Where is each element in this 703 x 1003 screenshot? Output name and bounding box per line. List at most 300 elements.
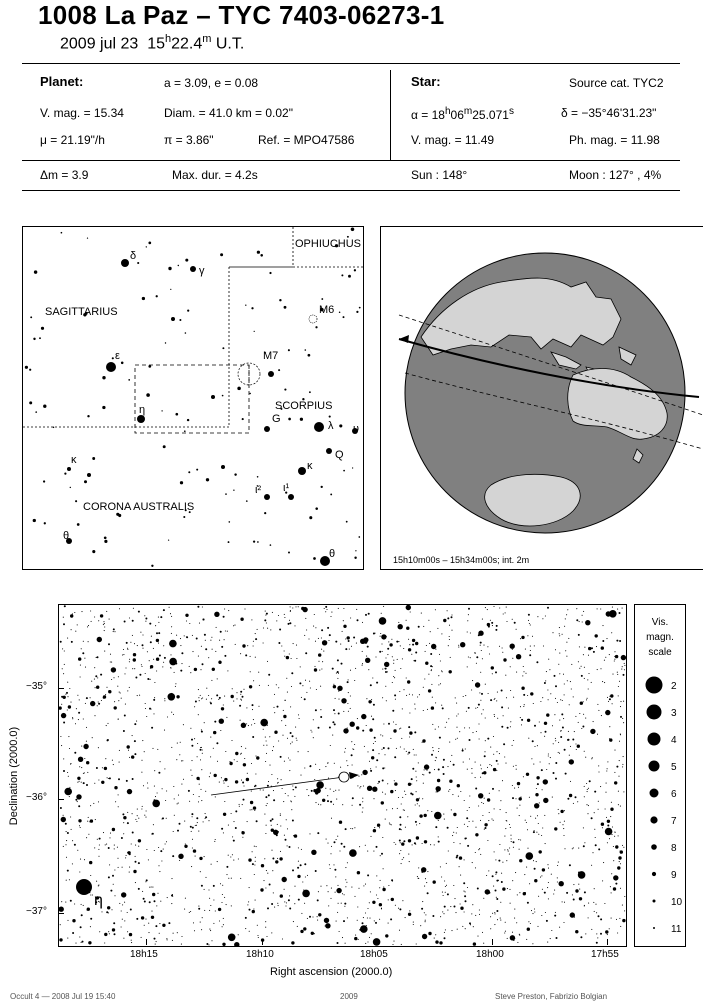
field-star (471, 689, 472, 690)
field-star (379, 887, 380, 888)
y-axis-title: Declination (2000.0) (8, 726, 20, 826)
field-star (430, 653, 432, 655)
field-star (524, 892, 526, 894)
field-star (284, 614, 285, 615)
field-star (365, 884, 366, 885)
field-star (122, 654, 123, 655)
field-star (363, 917, 364, 918)
field-star (580, 936, 582, 938)
field-star (98, 779, 99, 780)
field-star (364, 746, 365, 747)
field-star (499, 646, 500, 647)
field-star (275, 860, 278, 863)
field-star (367, 786, 372, 791)
field-star (576, 749, 577, 750)
field-star (292, 742, 293, 743)
field-star (482, 772, 484, 774)
field-star (606, 611, 611, 616)
field-star (199, 700, 200, 701)
field-star (438, 751, 439, 752)
field-star (543, 798, 548, 803)
field-star (554, 675, 556, 677)
field-star (296, 658, 297, 659)
field-star (231, 695, 234, 698)
field-star (200, 922, 201, 923)
field-star (127, 649, 128, 650)
label-ophiuchus: OPHIUCHUS (295, 238, 362, 250)
field-star (209, 898, 210, 899)
field-star (510, 835, 511, 836)
field-star (415, 708, 416, 709)
field-star (94, 616, 95, 617)
field-star (295, 727, 296, 728)
field-star (614, 781, 617, 784)
field-star (492, 788, 494, 790)
field-star (584, 796, 585, 797)
finder-star (354, 557, 356, 559)
field-star (573, 696, 574, 697)
field-star (127, 912, 128, 913)
m6-cluster-marker (309, 315, 317, 323)
magnitude-legend (634, 604, 686, 947)
field-star (131, 940, 132, 941)
field-star (458, 645, 459, 646)
field-star (444, 937, 446, 939)
field-star (79, 766, 80, 767)
field-star (548, 753, 549, 754)
field-star (199, 784, 200, 785)
field-star (479, 914, 480, 915)
field-star (343, 728, 348, 733)
field-star (465, 900, 467, 902)
field-star (376, 759, 378, 761)
field-star (536, 832, 537, 833)
field-star (250, 671, 251, 672)
field-star (499, 790, 500, 791)
field-star (294, 886, 295, 887)
field-star (538, 834, 539, 835)
field-star (359, 787, 360, 788)
finder-star (314, 422, 324, 432)
field-star (90, 894, 91, 895)
field-star (82, 941, 84, 943)
field-star (318, 661, 319, 662)
field-star (573, 803, 574, 804)
field-star (330, 801, 332, 803)
field-star (614, 750, 615, 751)
field-star (408, 752, 410, 754)
field-star (211, 637, 212, 638)
field-star (608, 821, 609, 822)
field-star (112, 828, 115, 831)
field-star (63, 623, 65, 625)
field-star (97, 656, 99, 658)
field-star (192, 635, 193, 636)
footer-left: Occult 4 — 2008 Jul 19 15:40 (10, 992, 116, 1001)
field-star (438, 841, 440, 843)
field-star (74, 903, 75, 904)
field-star (404, 810, 405, 811)
field-star (610, 816, 611, 817)
field-star (540, 732, 541, 733)
field-star (489, 793, 490, 794)
field-star (330, 853, 331, 854)
field-star (514, 909, 515, 910)
field-star (64, 650, 65, 651)
field-star (622, 919, 625, 922)
field-star (466, 817, 468, 819)
field-star (81, 914, 83, 916)
field-star (305, 876, 306, 877)
field-star (502, 647, 503, 648)
field-star (168, 693, 176, 701)
field-star (321, 629, 323, 631)
field-star (103, 695, 106, 698)
field-star (527, 829, 528, 830)
field-star (249, 909, 251, 911)
field-star (240, 878, 241, 879)
field-star (319, 769, 320, 770)
field-star (494, 924, 495, 925)
field-star (222, 943, 225, 946)
finder-star (220, 253, 223, 256)
field-star (487, 767, 488, 768)
field-star (211, 940, 212, 941)
field-star (81, 746, 82, 747)
field-star (185, 898, 186, 899)
field-star (231, 740, 232, 741)
field-star (528, 921, 529, 922)
field-star (332, 721, 334, 723)
field-star (233, 821, 234, 822)
field-star (289, 653, 290, 654)
field-star (520, 796, 521, 797)
field-star (415, 652, 417, 654)
field-star (565, 773, 567, 775)
field-star (243, 723, 244, 724)
finder-star (168, 267, 171, 270)
field-star (478, 723, 479, 724)
field-star (578, 884, 579, 885)
field-star (386, 809, 387, 810)
field-star (395, 670, 396, 671)
field-star (180, 638, 181, 639)
field-star (408, 726, 410, 728)
field-star (197, 822, 198, 823)
field-star (383, 606, 384, 607)
field-star (96, 881, 97, 882)
field-star (482, 658, 483, 659)
field-star (104, 630, 105, 631)
field-star (190, 728, 191, 729)
field-star (545, 615, 546, 616)
field-star (426, 770, 427, 771)
field-star (606, 638, 607, 639)
field-star (191, 760, 192, 761)
field-star (618, 856, 621, 859)
field-star (290, 732, 292, 734)
field-star (145, 919, 146, 920)
field-star (292, 820, 294, 822)
field-star (380, 855, 381, 856)
field-star (465, 928, 466, 929)
field-star (460, 875, 461, 876)
field-star (583, 654, 584, 655)
field-star (288, 757, 289, 758)
field-star (305, 618, 306, 619)
field-star (67, 938, 68, 939)
field-star (171, 747, 172, 748)
field-star (216, 742, 218, 744)
field-star (184, 845, 187, 848)
field-star (582, 726, 584, 728)
field-star (428, 674, 429, 675)
field-star (66, 831, 67, 832)
field-star (191, 775, 192, 776)
field-star (205, 877, 206, 878)
field-star (81, 782, 82, 783)
field-star (101, 700, 102, 701)
field-star (94, 783, 95, 784)
field-star (473, 926, 474, 927)
field-star (477, 936, 478, 937)
field-star (583, 714, 584, 715)
event-date: 2009 jul 23 (60, 35, 139, 53)
field-star (587, 698, 588, 699)
field-star (317, 899, 319, 901)
field-star (614, 836, 615, 837)
field-star (89, 861, 92, 864)
field-star (553, 743, 554, 744)
field-star (271, 850, 272, 851)
field-star (269, 736, 270, 737)
field-star (151, 886, 152, 887)
field-star (370, 836, 371, 837)
field-star (546, 671, 547, 672)
field-star (457, 827, 458, 828)
field-star (252, 910, 255, 913)
field-star (265, 761, 266, 762)
field-star (271, 932, 272, 933)
field-star (327, 800, 329, 802)
field-star (506, 860, 507, 861)
star-vmag: V. mag. = 11.49 (411, 133, 495, 147)
x-tick (146, 939, 147, 945)
finder-star (142, 297, 145, 300)
field-star (129, 872, 130, 873)
field-star (499, 607, 500, 608)
field-star (598, 809, 599, 810)
field-star (547, 607, 549, 609)
field-star (60, 924, 61, 925)
field-star (486, 875, 487, 876)
field-star (342, 937, 343, 938)
finder-star (64, 473, 66, 475)
field-star (195, 825, 196, 826)
field-star (530, 692, 533, 695)
field-star (178, 854, 183, 859)
field-star (276, 620, 277, 621)
field-star (423, 783, 424, 784)
field-star (252, 704, 254, 706)
field-star (464, 911, 465, 912)
field-star (447, 893, 449, 895)
field-star (147, 788, 148, 789)
label-upsilon-sco: υ (353, 423, 360, 435)
field-star (113, 628, 115, 630)
field-star (156, 905, 157, 906)
star-ra: $\alpha = 18^h06^m25.071^s$ (411, 106, 514, 122)
finder-star (264, 494, 270, 500)
finder-star (251, 307, 253, 309)
field-star (583, 611, 584, 612)
field-star (403, 840, 405, 842)
field-star (501, 726, 503, 728)
field-star (488, 626, 490, 628)
field-star (506, 607, 507, 608)
field-star (118, 700, 119, 701)
field-star (579, 668, 580, 669)
field-star (559, 927, 560, 928)
field-star (233, 840, 235, 842)
field-star (620, 850, 623, 853)
field-star (320, 709, 321, 710)
field-star (440, 916, 441, 917)
field-star (333, 864, 334, 865)
field-star (157, 893, 158, 894)
field-star (395, 790, 396, 791)
field-star (124, 715, 126, 717)
field-star (224, 639, 225, 640)
field-star (445, 727, 446, 728)
field-star (355, 935, 356, 936)
field-star (190, 911, 191, 912)
finder-star (196, 469, 198, 471)
field-star (134, 753, 136, 755)
field-star (335, 698, 336, 699)
field-star (266, 622, 267, 623)
field-star (330, 898, 331, 899)
field-star (566, 892, 568, 894)
field-star (460, 843, 461, 844)
field-star (598, 915, 600, 917)
field-star (348, 640, 350, 642)
field-star (69, 688, 70, 689)
field-star (226, 717, 227, 718)
field-star (606, 770, 607, 771)
field-star (105, 758, 106, 759)
field-star (388, 923, 389, 924)
field-star (576, 608, 577, 609)
field-star (220, 883, 221, 884)
field-star (293, 643, 294, 644)
field-star (409, 861, 410, 862)
finder-star (288, 349, 290, 351)
field-star (213, 923, 214, 924)
field-star (491, 765, 492, 766)
field-star (412, 844, 413, 845)
field-star (509, 854, 510, 855)
field-star (409, 644, 410, 645)
field-star (63, 758, 64, 759)
field-star (442, 892, 443, 893)
field-star (414, 754, 415, 755)
field-star (470, 924, 471, 925)
field-star (182, 760, 183, 761)
field-star (227, 670, 228, 671)
field-star (271, 774, 272, 775)
field-star (587, 789, 588, 790)
field-star (510, 666, 511, 667)
field-star (588, 805, 589, 806)
field-star (210, 737, 211, 738)
field-star (377, 898, 378, 899)
field-star (619, 612, 621, 614)
field-star (411, 654, 412, 655)
field-star (149, 623, 151, 625)
field-star (205, 648, 207, 650)
field-star (509, 889, 510, 890)
legend-mag-dot (650, 789, 659, 798)
field-star (326, 885, 327, 886)
field-star (71, 641, 73, 643)
field-star (361, 774, 362, 775)
field-star (228, 855, 229, 856)
field-star (388, 885, 389, 886)
field-star (192, 839, 193, 840)
field-star (274, 907, 275, 908)
field-star (218, 699, 219, 700)
field-star (343, 608, 344, 609)
field-star (61, 817, 66, 822)
field-star (545, 912, 546, 913)
field-star (155, 944, 156, 945)
field-star (466, 711, 467, 712)
field-star (624, 663, 625, 664)
field-star (164, 730, 165, 731)
field-star (273, 799, 275, 801)
field-star (124, 902, 125, 903)
field-star (217, 678, 218, 679)
field-star (124, 673, 125, 674)
field-star (296, 738, 297, 739)
field-star (458, 647, 459, 648)
field-star (60, 641, 62, 643)
field-star (135, 845, 136, 846)
field-star (246, 723, 247, 724)
field-star (221, 902, 222, 903)
finder-chart (22, 226, 364, 570)
field-star (343, 711, 344, 712)
field-star (245, 748, 246, 749)
field-star (214, 612, 219, 617)
field-star (96, 767, 98, 769)
field-star (584, 751, 585, 752)
field-star (103, 832, 104, 833)
field-star (328, 778, 329, 779)
field-star (618, 695, 619, 696)
finder-star (279, 299, 281, 301)
field-star (497, 718, 498, 719)
field-star (203, 821, 204, 822)
field-star (154, 697, 155, 698)
field-star (376, 894, 377, 895)
field-star (309, 681, 310, 682)
field-star (273, 830, 274, 831)
field-star (263, 745, 264, 746)
field-star (424, 886, 425, 887)
field-star (98, 703, 100, 705)
